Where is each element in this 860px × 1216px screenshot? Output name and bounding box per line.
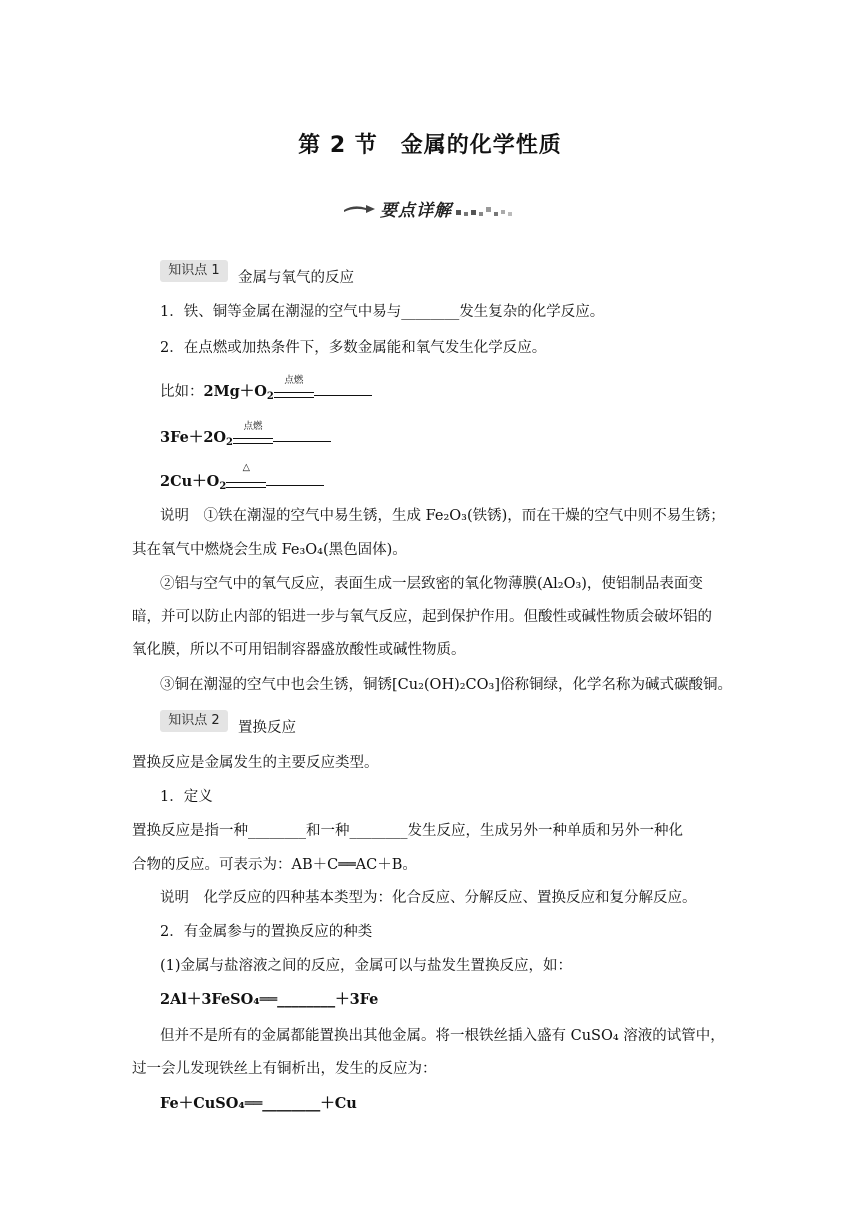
knowledge-point-heading-2: 置换反应 — [238, 720, 296, 736]
equation-fe: $3Fe+2O_2$ 点燃 — [160, 426, 331, 448]
kp2-definition-b: 合物的反应。可表示为：AB＋C══AC＋B。 — [132, 857, 417, 873]
equation-fe-condition: 点燃 — [243, 421, 263, 432]
kp1-item-2: 2．在点燃或加热条件下，多数金属能和氧气发生化学反应。 — [160, 340, 547, 356]
kp1-note-2c: 氧化膜，所以不可用铝制容器盛放酸性或碱性物质。 — [132, 642, 466, 658]
kp2-note: 说明 化学反应的四种基本类型为：化合反应、分解反应、置换反应和复分解反应。 — [160, 890, 697, 906]
kp2-definition-title: 1．定义 — [160, 789, 213, 805]
arrow-icon — [344, 204, 376, 214]
equation-mg: 比如：$2Mg+O_2$ 点燃 — [160, 380, 372, 402]
kp2-para-a: 但并不是所有的金属都能置换出其他金属。将一根铁丝插入盛有 CuSO₄ 溶液的试管中， — [160, 1028, 725, 1044]
kp1-note-3: ③铜在潮湿的空气中也会生锈，铜锈[Cu₂(OH)₂CO₃]俗称铜绿，化学名称为碱式碳酸铜。 — [160, 677, 733, 693]
equation-fe-cuso4: Fe＋CuSO₄══________＋Cu — [160, 1095, 357, 1112]
equation-cu-left: 2Cu＋O — [160, 473, 220, 490]
knowledge-point-tag-1: 知识点 1 — [160, 260, 228, 282]
answer-blank[interactable] — [314, 381, 372, 396]
answer-blank[interactable] — [266, 471, 324, 486]
kp2-kinds-title: 2．有金属参与的置换反应的种类 — [160, 924, 373, 940]
equation-cu-condition: △ — [242, 462, 250, 473]
kp1-note-2b: 暗，并可以防止内部的铝进一步与氧气反应，起到保护作用。但酸性或碱性物质会破坏铝的 — [132, 609, 712, 625]
equation-mg-condition: 点燃 — [284, 375, 304, 386]
kp1-note-1b: 其在氧气中燃烧会生成 Fe₃O₄(黑色固体)。 — [132, 542, 407, 558]
kp1-note-2a: ②铝与空气中的氧气反应，表面生成一层致密的氧化物薄膜(Al₂O₃)，使铝制品表面变 — [160, 576, 703, 592]
kp2-kinds-1: (1)金属与盐溶液之间的反应，金属可以与盐发生置换反应，如： — [160, 958, 573, 974]
knowledge-point-heading-1: 金属与氧气的反应 — [238, 270, 354, 286]
kp1-note-1a: 说明 ①铁在潮湿的空气中易生锈，生成 Fe₂O₃(铁锈)，而在干燥的空气中则不易生锈； — [160, 508, 725, 524]
page-title: 第 2 节 金属的化学性质 — [298, 133, 562, 158]
kp1-item-1: 1．铁、铜等金属在潮湿的空气中易与________发生复杂的化学反应。 — [160, 304, 605, 320]
answer-blank[interactable] — [273, 427, 331, 442]
kp2-intro: 置换反应是金属发生的主要反应类型。 — [132, 755, 379, 771]
dots-decoration-icon — [456, 204, 516, 218]
kp2-definition-a: 置换反应是指一种________和一种________发生反应，生成另外一种单质和另外一种化 — [132, 823, 683, 839]
equation-al: 2Al＋3FeSO₄══________＋3Fe — [160, 991, 379, 1008]
equation-cu: $2Cu+O_2$ △ — [160, 470, 324, 492]
knowledge-point-tag-2: 知识点 2 — [160, 710, 228, 732]
equation-mg-left: 2Mg＋O — [203, 383, 267, 400]
equation-fe-left: 3Fe＋2O — [160, 429, 227, 446]
equation-prefix: 比如： — [160, 384, 204, 400]
banner-label: 要点详解 — [380, 201, 452, 221]
kp2-para-b: 过一会儿发现铁丝上有铜析出，发生的反应为： — [132, 1061, 437, 1077]
section-banner — [344, 196, 514, 224]
